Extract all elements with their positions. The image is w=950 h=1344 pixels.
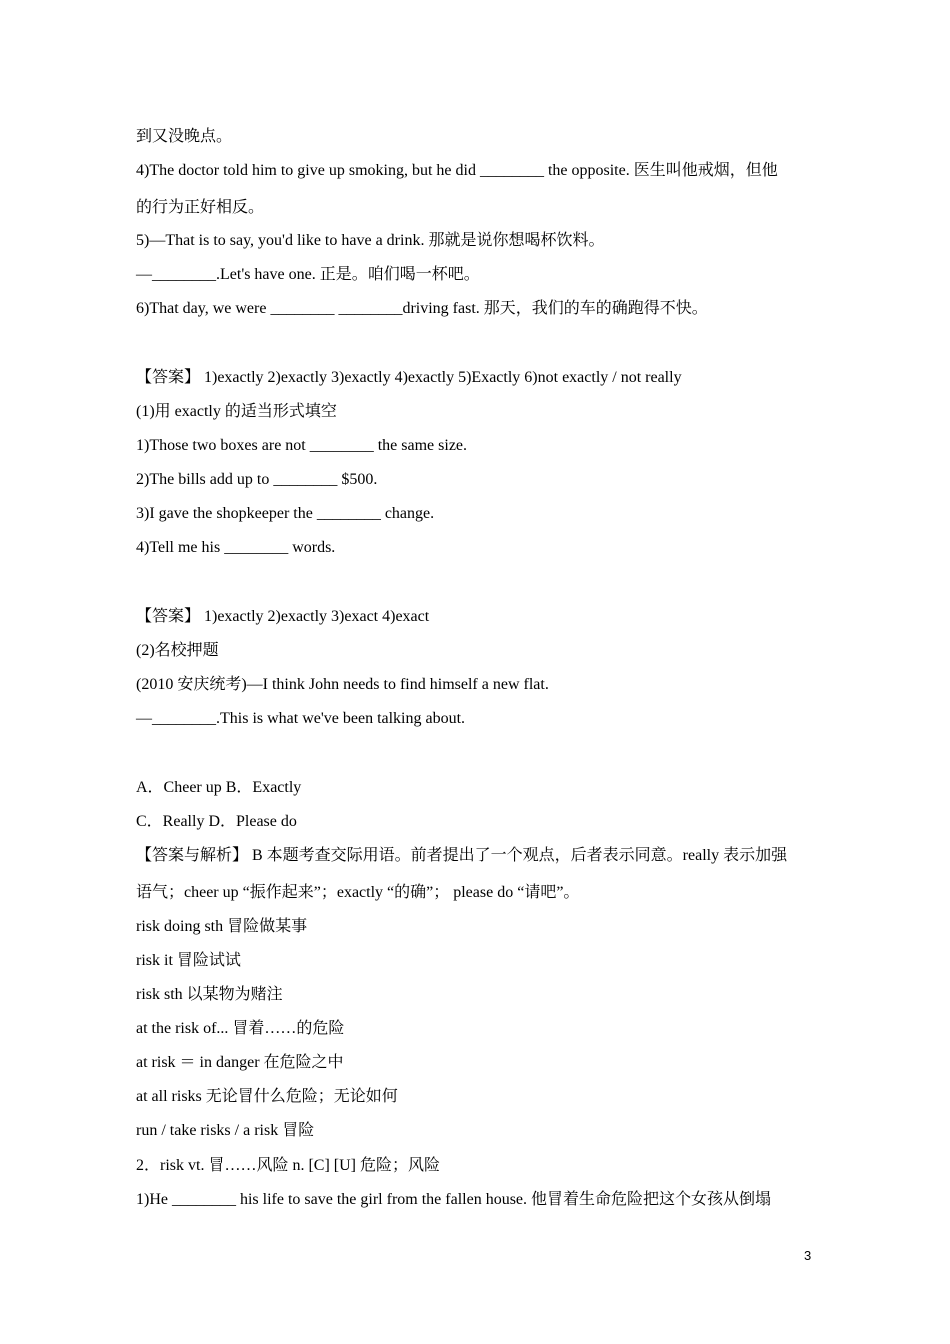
answer-analysis: 【答案与解析】 B 本题考查交际用语。前者提出了一个观点，后者表示同意。really 表示加强 <box>136 847 788 864</box>
phrase-line: at risk ＝ in danger 在危险之中 <box>136 1054 344 1071</box>
question-text: (2010 安庆统考)—I think John needs to find himself a new flat. <box>136 676 549 693</box>
options-line: C．Really D．Please do <box>136 813 297 830</box>
phrase-line: run / take risks / a risk 冒险 <box>136 1122 315 1139</box>
phrase-line: at all risks 无论冒什么危险；无论如何 <box>136 1088 398 1105</box>
text-line: 的行为正好相反。 <box>136 199 265 216</box>
section-heading: 2．risk vt. 冒……风险 n. [C] [U] 危险；风险 <box>136 1157 440 1174</box>
phrase-line: risk sth 以某物为赌注 <box>136 986 283 1003</box>
section-heading: (2)名校押题 <box>136 642 219 659</box>
text-line: 4)The doctor told him to give up smoking, but he did ________ the opposite. 医生叫他戒烟，但他 <box>136 162 778 179</box>
phrase-line: risk doing sth 冒险做某事 <box>136 918 308 935</box>
answer-analysis: 语气；cheer up “振作起来”；exactly “的确”； please do “请吧”。 <box>136 884 580 901</box>
options-line: A．Cheer up B．Exactly <box>136 779 302 796</box>
exercise-item: 2)The bills add up to ________ $500. <box>136 471 378 488</box>
text-line: —________.Let's have one. 正是。咱们喝一杯吧。 <box>136 266 480 283</box>
answer-line: 【答案】 1)exactly 2)exactly 3)exact 4)exact <box>136 608 430 625</box>
exercise-item: 4)Tell me his ________ words. <box>136 539 336 556</box>
phrase-line: at the risk of... 冒着……的危险 <box>136 1020 345 1037</box>
exercise-item: 3)I gave the shopkeeper the ________ change. <box>136 505 435 522</box>
exercise-item: 1)Those two boxes are not ________ the same size. <box>136 437 468 454</box>
phrase-line: risk it 冒险试试 <box>136 952 241 969</box>
text-line: 5)—That is to say, you'd like to have a drink. 那就是说你想喝杯饮料。 <box>136 232 605 249</box>
answer-line: 【答案】 1)exactly 2)exactly 3)exactly 4)exactly 5)Exactly 6)not exactly / not really <box>136 369 682 386</box>
text-line: 6)That day, we were ________ ________driving fast. 那天，我们的车的确跑得不快。 <box>136 300 708 317</box>
page-number: 3 <box>804 1248 812 1263</box>
question-text: —________.This is what we've been talking about. <box>136 710 466 727</box>
section-heading: (1)用 exactly 的适当形式填空 <box>136 403 337 420</box>
exercise-item: 1)He ________ his life to save the girl from the fallen house. 他冒着生命危险把这个女孩从倒塌 <box>136 1191 772 1208</box>
text-line: 到又没晚点。 <box>136 128 233 145</box>
